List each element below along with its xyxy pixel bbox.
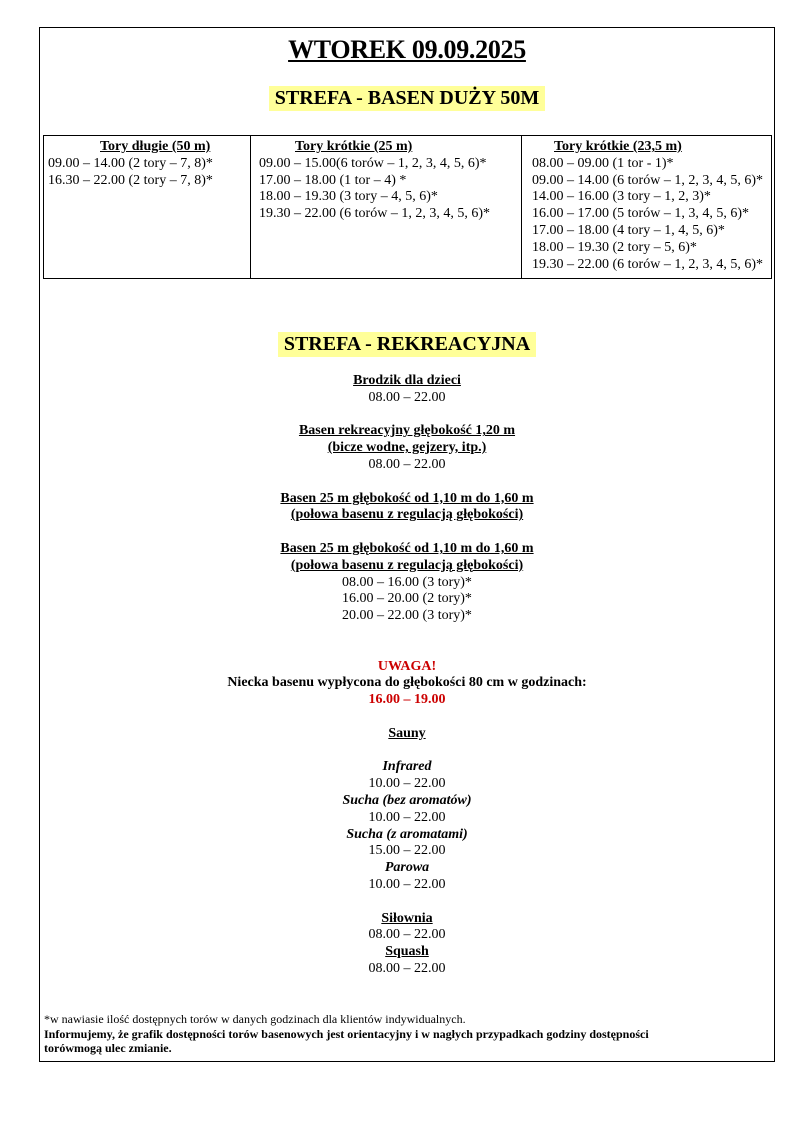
sauna-hours: 10.00 – 22.00 bbox=[368, 776, 446, 792]
lane-row: 16.00 – 17.00 (5 torów – 1, 3, 4, 5, 6)* bbox=[532, 206, 749, 222]
basen25b-row: 20.00 – 22.00 (3 tory)* bbox=[342, 608, 472, 624]
lanes-column-short-25 bbox=[251, 136, 522, 279]
sauna-hours: 10.00 – 22.00 bbox=[368, 876, 446, 892]
basen25b-subtitle: (połowa basenu z regulacją głębokości) bbox=[290, 557, 524, 573]
sauna-name: Sucha (bez aromatów) bbox=[342, 792, 472, 808]
lane-row: 09.00 – 14.00 (6 torów – 1, 2, 3, 4, 5, 6)* bbox=[532, 172, 763, 188]
lane-row: 09.00 – 15.00(6 torów – 1, 2, 3, 4, 5, 6)* bbox=[259, 155, 487, 171]
lane-row: 17.00 – 18.00 (4 tory – 1, 4, 5, 6)* bbox=[532, 222, 725, 238]
footer-notes bbox=[44, 1012, 754, 1056]
gym-title: Siłownia bbox=[381, 910, 433, 926]
lane-row: 09.00 – 14.00 (2 tory – 7, 8)* bbox=[48, 155, 213, 171]
lanes-column-short-23-5 bbox=[522, 136, 772, 279]
lane-row: 19.30 – 22.00 (6 torów – 1, 2, 3, 4, 5, 6)* bbox=[532, 256, 763, 272]
schedule-page bbox=[39, 27, 775, 1062]
lanes-column-header: Tory długie (50 m) bbox=[100, 139, 211, 154]
saunas-title: Sauny bbox=[388, 725, 426, 741]
warning-label: UWAGA! bbox=[377, 658, 437, 674]
warning-hours: 16.00 – 19.00 bbox=[368, 692, 446, 708]
zone-recreation-label: STREFA - REKREACYJNA bbox=[278, 332, 536, 357]
recreation-section bbox=[40, 373, 774, 978]
basen-rek-hours: 08.00 – 22.00 bbox=[368, 456, 446, 472]
lane-row: 18.00 – 19.30 (2 tory – 5, 6)* bbox=[532, 239, 697, 255]
lane-row: 18.00 – 19.30 (3 tory – 4, 5, 6)* bbox=[259, 189, 438, 205]
basen25b-row: 16.00 – 20.00 (2 tory)* bbox=[342, 591, 472, 607]
lanes-column-header: Tory krótkie (23,5 m) bbox=[554, 139, 682, 154]
basen25b-row: 08.00 – 16.00 (3 tory)* bbox=[342, 574, 472, 590]
sauna-hours: 10.00 – 22.00 bbox=[368, 809, 446, 825]
squash-title: Squash bbox=[385, 944, 429, 960]
basen-rek-subtitle: (bicze wodne, gejzery, itp.) bbox=[327, 440, 487, 456]
zone-recreation-heading bbox=[40, 333, 774, 356]
lane-row: 19.30 – 22.00 (6 torów – 1, 2, 3, 4, 5, 6)* bbox=[259, 206, 490, 222]
brodzik-title: Brodzik dla dzieci bbox=[353, 373, 461, 388]
basen-rek-title: Basen rekreacyjny głębokość 1,20 m bbox=[298, 423, 516, 439]
lane-row: 17.00 – 18.00 (1 tor – 4) * bbox=[259, 172, 407, 188]
info-line-1: Informujemy, że grafik dostępności torów basenowych jest orientacyjny i w nagłych przypadkach godziny dostępności bbox=[44, 1026, 649, 1041]
brodzik-hours: 08.00 – 22.00 bbox=[368, 389, 446, 405]
sauna-name: Infrared bbox=[382, 759, 432, 775]
lanes-column-header: Tory krótkie (25 m) bbox=[295, 139, 413, 154]
zone-big-pool-heading bbox=[40, 87, 774, 110]
page-title: WTOREK 09.09.2025 bbox=[288, 35, 526, 64]
warning-text: Niecka basenu wypłycona do głębokości 80 cm w godzinach: bbox=[227, 675, 587, 691]
basen25a-title: Basen 25 m głębokość od 1,10 m do 1,60 m bbox=[280, 490, 534, 506]
gym-hours: 08.00 – 22.00 bbox=[368, 927, 446, 943]
lanes-column-long bbox=[44, 136, 251, 279]
sauna-name: Parowa bbox=[384, 860, 430, 876]
footnote: *w nawiasie ilość dostępnych torów w danych godzinach dla klientów indywidualnych. bbox=[44, 1012, 466, 1026]
info-line-2: torówmogą ulec zmianie. bbox=[44, 1041, 172, 1055]
squash-hours: 08.00 – 22.00 bbox=[368, 960, 446, 976]
sauna-hours: 15.00 – 22.00 bbox=[368, 843, 446, 859]
basen25b-title: Basen 25 m głębokość od 1,10 m do 1,60 m bbox=[280, 540, 534, 556]
zone-big-pool-label: STREFA - BASEN DUŻY 50M bbox=[269, 86, 545, 111]
lane-row: 08.00 – 09.00 (1 tor - 1)* bbox=[532, 155, 674, 171]
sauna-name: Sucha (z aromatami) bbox=[346, 826, 468, 842]
basen25a-subtitle: (połowa basenu z regulacją głębokości) bbox=[290, 507, 524, 523]
lanes-table bbox=[43, 135, 772, 279]
lane-row: 14.00 – 16.00 (3 tory – 1, 2, 3)* bbox=[532, 189, 711, 205]
lane-row: 16.30 – 22.00 (2 tory – 7, 8)* bbox=[48, 172, 213, 188]
